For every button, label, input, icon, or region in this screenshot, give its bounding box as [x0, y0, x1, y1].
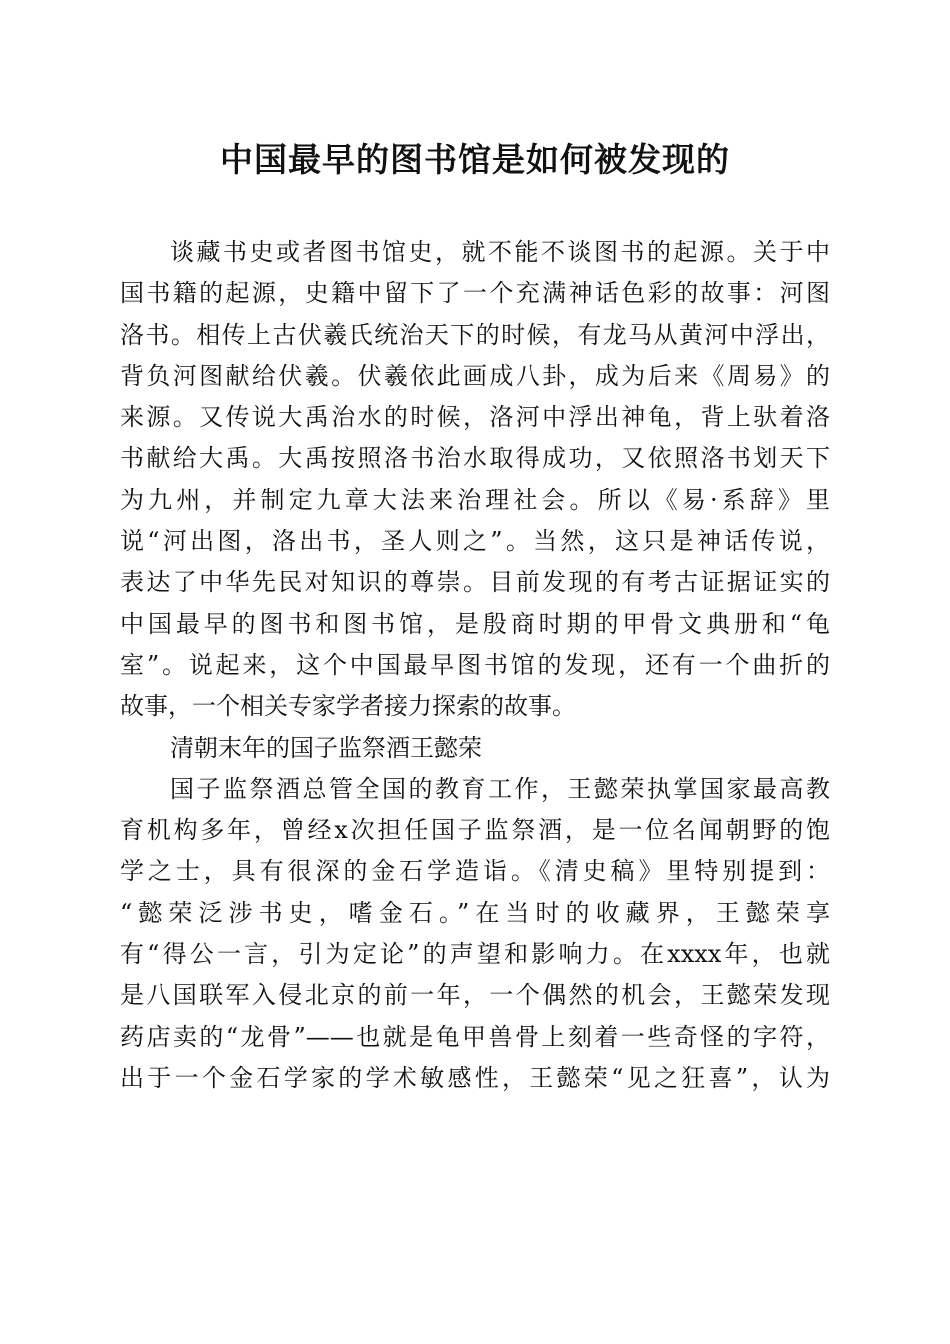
text-line: 故事，一个相关专家学者接力探索的故事。 — [120, 692, 576, 721]
text-line: 学之士，具有很深的金石学造诣。《清史稿》里特别提到： — [120, 857, 830, 886]
document-title: 中国最早的图书馆是如何被发现的 — [220, 140, 730, 179]
text-line: 来源。又传说大禹治水的时候，洛河中浮出神龟，背上驮着洛 — [120, 403, 830, 432]
document-body — [120, 232, 830, 1099]
text-line: 背负河图献给伏羲。伏羲依此画成八卦，成为后来《周易》的 — [120, 361, 830, 390]
paragraph-origin-of-books — [120, 232, 830, 728]
section-heading: 清朝末年的国子监祭酒王懿荣 — [170, 733, 482, 762]
text-line: 有“得公一言，引为定论”的声望和影响力。在xxxx年，也就 — [120, 940, 830, 969]
text-line: “懿荣泛涉书史，嗜金石。”在当时的收藏界，王懿荣享 — [120, 898, 830, 927]
text-line: 书献给大禹。大禹按照洛书治水取得成功，又依照洛书划天下 — [120, 444, 830, 473]
text-line: 中国最早的图书和图书馆，是殷商时期的甲骨文典册和“龟 — [120, 609, 830, 638]
text-line: 说“河出图，洛出书，圣人则之”。当然，这只是神话传说， — [120, 527, 830, 556]
text-line: 出于一个金石学家的学术敏感性，王懿荣“见之狂喜”，认为 — [120, 1063, 830, 1092]
text-line: 国书籍的起源，史籍中留下了一个充满神话色彩的故事：河图 — [120, 279, 830, 308]
text-line: 药店卖的“龙骨”——也就是龟甲兽骨上刻着一些奇怪的字符， — [120, 1022, 830, 1051]
text-line: 谈藏书史或者图书馆史，就不能不谈图书的起源。关于中 — [170, 238, 830, 266]
text-line: 是八国联军入侵北京的前一年，一个偶然的机会，王懿荣发现 — [120, 981, 830, 1010]
text-line: 室”。说起来，这个中国最早图书馆的发现，还有一个曲折的 — [120, 650, 830, 679]
text-line: 国子监祭酒总管全国的教育工作，王懿荣执掌国家最高教 — [170, 774, 830, 803]
text-line: 洛书。相传上古伏羲氏统治天下的时候，有龙马从黄河中浮出， — [120, 320, 830, 349]
text-line: 育机构多年，曾经x次担任国子监祭酒，是一位名闻朝野的饱 — [120, 816, 830, 845]
text-line: 表达了中华先民对知识的尊崇。目前发现的有考古证据证实的 — [120, 568, 830, 597]
paragraph-wang-yirong — [120, 769, 830, 1099]
text-line: 为九州，并制定九章大法来治理社会。所以《易·系辞》里 — [120, 485, 830, 514]
